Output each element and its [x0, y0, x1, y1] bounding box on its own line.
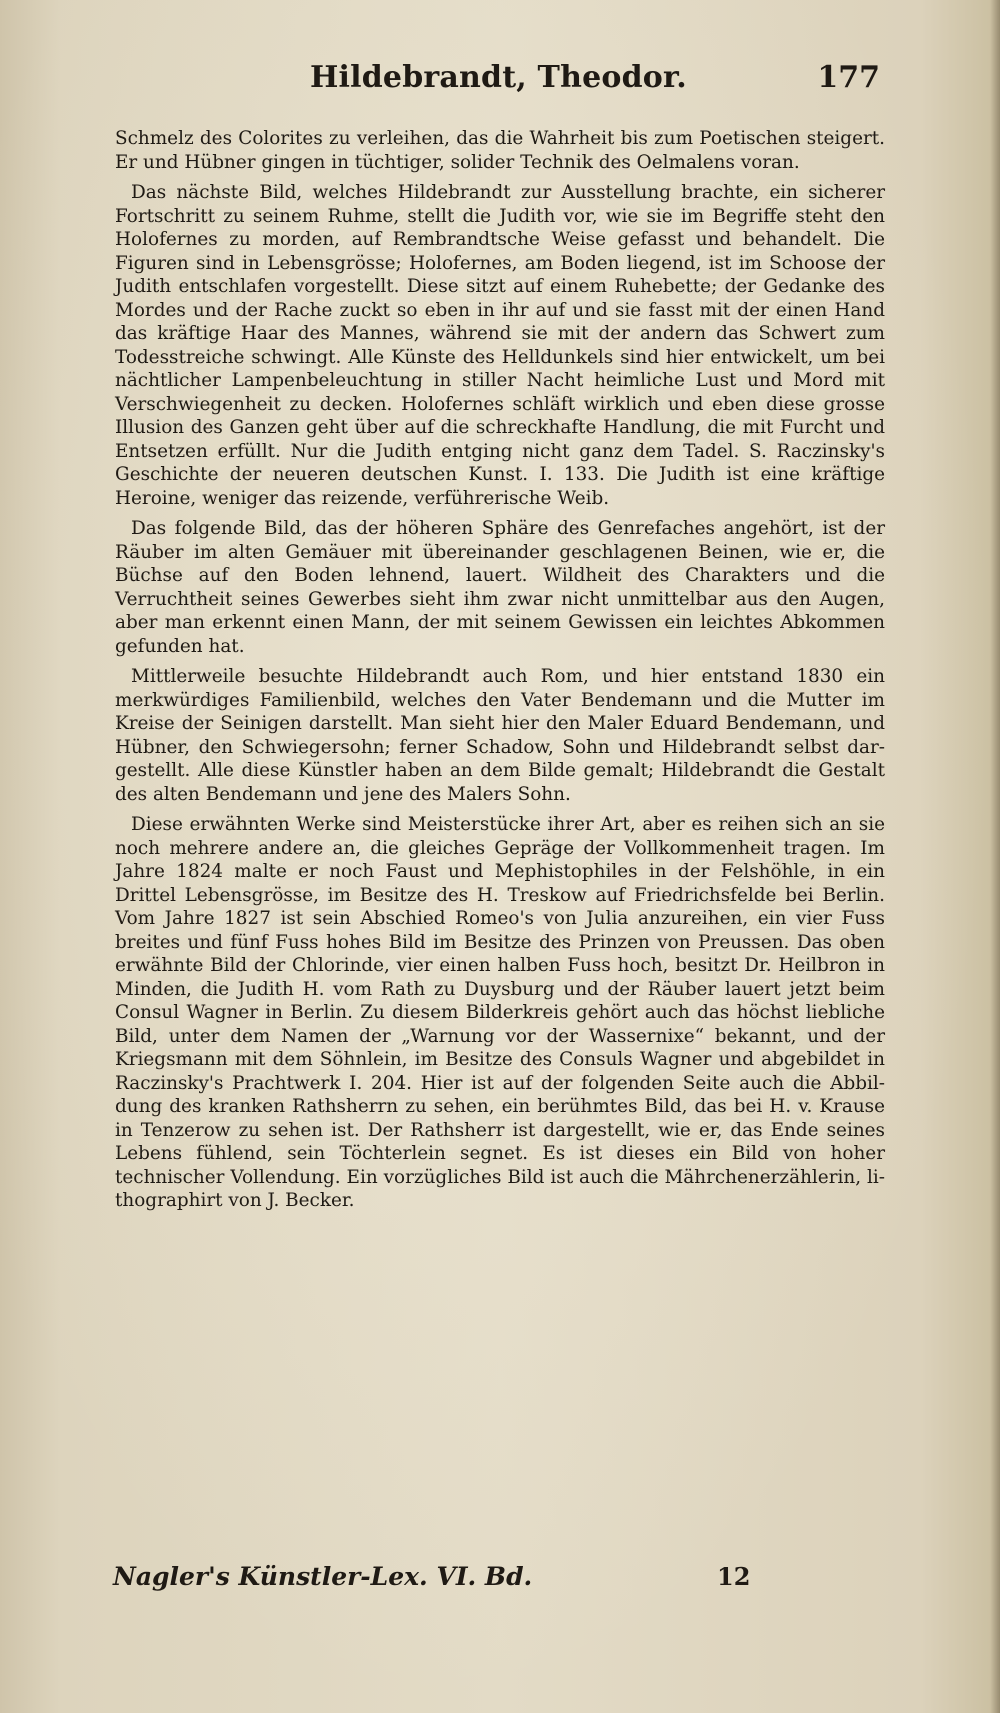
- paragraph-2: Das nächste Bild, welches Hildebrandt zur Ausstellung brachte, ein sicherer Fortschritt zu seinem Ruhme, stellt die Judith vor, wie sie im Begriffe steht den Holofernes zu morden, auf Rembrandtsche Weise gefasst und behandelt. Die Figuren sind in Lebensgrösse; Holofernes, am Boden liegend, ist im Schoose der Judith entschlafen vorgestellt. Diese sitzt auf einem Ruhebette; der Gedanke des Mordes und der Rache zuckt so eben in ihr auf und sie fasst mit der einen Hand das kräftige Haar des Mannes, während sie mit der andern das Schwert zum Todesstreiche schwingt. Alle Künste des Helldunkels sind hier entwickelt, um bei nächtlicher Lampenbeleuchtung in stiller Nacht heimliche Lust und Mord mit Verschwiegenheit zu decken. Holofernes schläft wirklich und eben diese grosse Illusion des Ganzen geht über auf die schreckhafte Handlung, die mit Furcht und Entsetzen erfüllt. Nur die Judith entging nicht ganz dem Tadel. S. Raczinsky's Geschichte der neueren deutschen Kunst. I. 133. Die Judith ist eine kräftige Heroine, weniger das reizende, verführerische Weib.: [115, 182, 885, 509]
- page-number: 177: [817, 60, 880, 95]
- footer-signature: Nagler's Künstler-Lex. VI. Bd.: [113, 1562, 533, 1591]
- sheet-number: 12: [717, 1562, 751, 1591]
- page-title: Hildebrandt, Theodor.: [310, 60, 687, 95]
- page-footer: [113, 1562, 763, 1598]
- paragraph-4: Mittlerweile besuchte Hildebrandt auch Rom, und hier entstand 1830 ein merkwürdiges Familienbild, welches den Vater Bendemann und die Mutter im Kreise der Seinigen darstellt. Man sieht hier den Maler Eduard Bendemann, und Hübner, den Schwiegersohn; ferner Schadow, Sohn und Hildebrandt selbst dargestellt. Alle diese Künstler haben an dem Bilde gemalt; Hildebrandt die Gestalt des alten Bendemann und jene des Malers Sohn.: [115, 666, 885, 805]
- paragraph-1: Schmelz des Colorites zu verleihen, das die Wahrheit bis zum Poetischen steigert. Er und Hübner gingen in tüchtiger, solider Technik des Oelmalens voran.: [115, 128, 885, 173]
- page-edge-shadow: [990, 0, 1000, 1713]
- running-head: [140, 60, 880, 104]
- body-text: [115, 127, 885, 1220]
- paragraph-3: Das folgende Bild, das der höheren Sphäre des Genrefaches angehört, ist der Räuber im alten Gemäuer mit übereinander geschlagenen Beinen, wie er, die Büchse auf den Boden lehnend, lauert. Wildheit des Charakters und die Verruchtheit seines Gewerbes sieht ihm zwar nicht unmittelbar aus den Augen, aber man erkennt einen Mann, der mit seinem Gewissen ein leichtes Abkommen gefunden hat.: [115, 518, 885, 657]
- paragraph-5: Diese erwähnten Werke sind Meisterstücke ihrer Art, aber es reihen sich an sie noch mehrere andere an, die gleiches Gepräge der Vollkommenheit tragen. Im Jahre 1824 malte er noch Faust und Mephistophiles in der Felshöhle, in ein Drittel Lebensgrösse, im Besitze des H. Treskow auf Friedrichsfelde bei Berlin. Vom Jahre 1827 ist sein Abschied Romeo's von Julia anzureihen, ein vier Fuss breites und fünf Fuss hohes Bild im Besitze des Prinzen von Preussen. Das oben erwähnte Bild der Chlorinde, vier einen halben Fuss hoch, besitzt Dr. Heilbron in Minden, die Judith H. vom Rath zu Duysburg und der Räuber lauert jetzt beim Consul Wagner in Berlin. Zu diesem Bilderkreis gehört auch das höchst liebliche Bild, unter dem Namen der „Warnung vor der Wassernixe“ bekannt, und der Kriegsmann mit dem Söhnlein, im Besitze des Consuls Wagner und abgebildet in Raczinsky's Prachtwerk I. 204. Hier ist auf der folgenden Seite auch die Abbildung des kranken Rathsherrn zu sehen, ein berühmtes Bild, das bei H. v. Krause in Tenzerow zu sehen ist. Der Rathsherr ist dargestellt, wie er, das Ende seines Lebens fühlend, sein Töchterlein segnet. Es ist dieses ein Bild von hoher technischer Vollendung. Ein vorzügliches Bild ist auch die Mährchenerzählerin, lithographirt von J. Becker.: [115, 814, 885, 1211]
